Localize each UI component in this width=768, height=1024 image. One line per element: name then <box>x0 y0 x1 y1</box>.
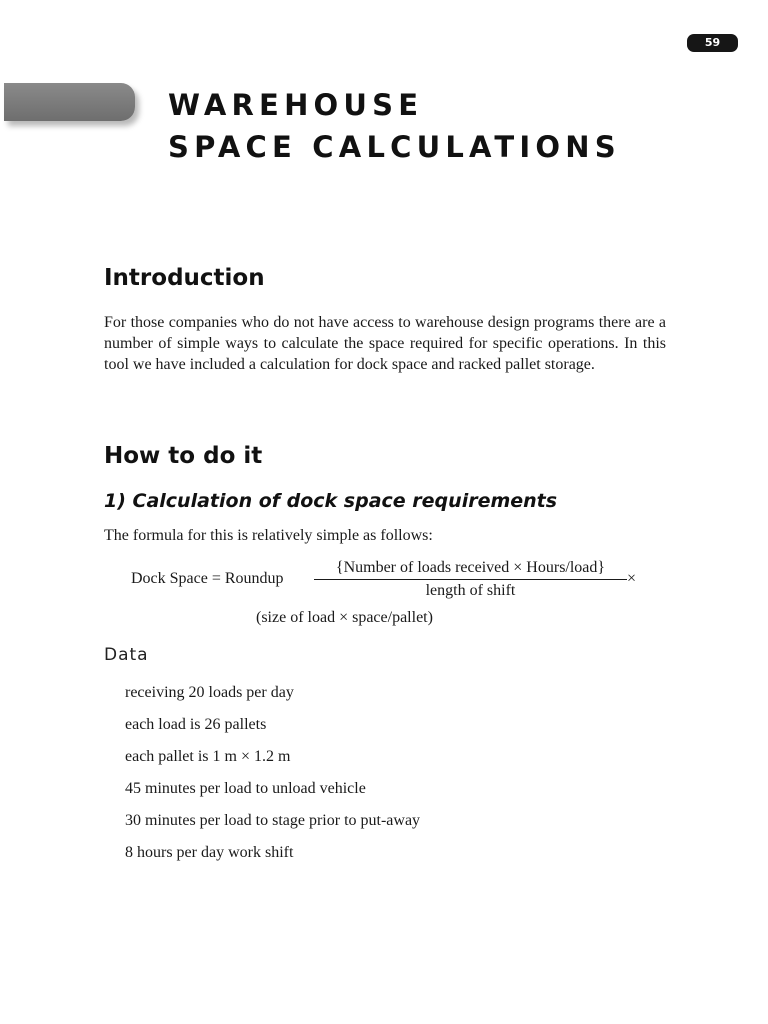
formula-times-operator: × <box>627 570 637 587</box>
chapter-title-line-2: SPACE CALCULATIONS <box>168 130 621 164</box>
page-number-badge: 59 <box>687 34 738 52</box>
chapter-title <box>168 84 621 168</box>
data-item: 8 hours per day work shift <box>125 844 294 861</box>
data-item: each pallet is 1 m × 1.2 m <box>125 748 291 765</box>
formula-numerator: {Number of loads received × Hours/load} <box>335 559 606 576</box>
dock-space-subheading: 1) Calculation of dock space requirements <box>104 490 558 512</box>
formula-lhs: Dock Space = Roundup <box>131 570 284 587</box>
formula-fraction <box>314 558 627 601</box>
how-to-heading: How to do it <box>104 443 263 469</box>
data-list <box>125 682 420 874</box>
formula-intro-text: The formula for this is relatively simple as follows: <box>104 527 433 544</box>
data-item: 45 minutes per load to unload vehicle <box>125 780 366 797</box>
formula-continuation: (size of load × space/pallet) <box>256 609 433 626</box>
introduction-paragraph: For those companies who do not have access to warehouse design programs there are a number of simple ways to calculate the space required for specific operations. In this tool we have included a calculation for dock space and racked pallet storage. <box>104 314 666 373</box>
chapter-title-line-1: WAREHOUSE <box>168 88 424 122</box>
chapter-tab-decoration <box>4 83 135 121</box>
data-item: 30 minutes per load to stage prior to put-away <box>125 812 421 829</box>
data-item: receiving 20 loads per day <box>125 684 294 701</box>
formula-denominator: length of shift <box>425 582 516 599</box>
fraction-bar <box>314 579 627 580</box>
data-item: each load is 26 pallets <box>125 716 267 733</box>
data-heading: Data <box>104 645 149 665</box>
introduction-heading: Introduction <box>104 265 265 291</box>
